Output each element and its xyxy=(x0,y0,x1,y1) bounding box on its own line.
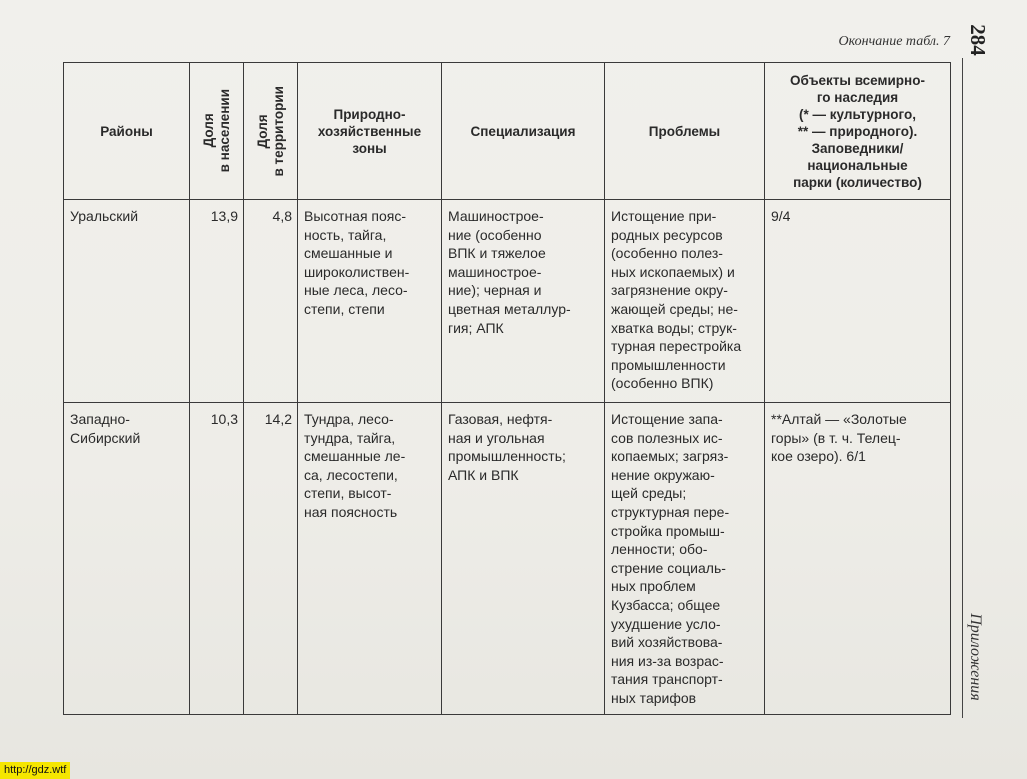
table-row xyxy=(64,403,951,715)
cell-population-share: 13,9 xyxy=(190,200,244,403)
cell-specialization: Газовая, нефтя- ная и угольная промышленность; АПК и ВПК xyxy=(442,403,605,715)
col-header-territory-share: Доля в территории xyxy=(244,63,298,200)
running-head: Приложения xyxy=(967,613,984,701)
watermark-link[interactable]: http://gdz.wtf xyxy=(0,762,70,779)
cell-region: Уральский xyxy=(64,200,190,403)
cell-zones: Высотная пояс- ность, тайга, смешанные и широколиствен- ные леса, лесо- степи, степи xyxy=(298,200,442,403)
cell-zones: Тундра, лесо- тундра, тайга, смешанные ле- са, лесостепи, степи, высот- ная поясность xyxy=(298,403,442,715)
cell-region: Западно- Сибирский xyxy=(64,403,190,715)
cell-problems: Истощение запа- сов полезных ис- копаемых; загряз- нение окружаю- щей среды; структурная пере- стройка промыш- ленности; обо- стрение социаль- ных проблем Кузбасса; общее ухудшение усло- вий хозяйствова- ния из-за возрас- тания транспорт- ных тарифов xyxy=(605,403,765,715)
col-header-zones: Природно- хозяйственные зоны xyxy=(298,63,442,200)
col-header-region: Районы xyxy=(64,63,190,200)
cell-heritage: **Алтай — «Золотые горы» (в т. ч. Телец- кое озеро). 6/1 xyxy=(765,403,951,715)
cell-problems: Истощение при- родных ресурсов (особенно полез- ных ископаемых) и загрязнение окру- жающей среды; не- хватка воды; струк- турная перестройка промышленности (особенно ВПК) xyxy=(605,200,765,403)
cell-territory-share: 4,8 xyxy=(244,200,298,403)
table-row xyxy=(64,200,951,403)
cell-population-share: 10,3 xyxy=(190,403,244,715)
regions-table xyxy=(63,62,951,715)
page-number: 284 xyxy=(966,24,991,56)
col-header-population-share: Доля в населении xyxy=(190,63,244,200)
col-header-problems: Проблемы xyxy=(605,63,765,200)
table-caption: Окончание табл. 7 xyxy=(838,34,950,49)
col-header-specialization: Специализация xyxy=(442,63,605,200)
table-header-row xyxy=(64,63,951,200)
cell-territory-share: 14,2 xyxy=(244,403,298,715)
col-header-heritage: Объекты всемирно- го наследия (* — культурного, ** — природного). Заповедники/ национальные парки (количество) xyxy=(765,63,951,200)
cell-specialization: Машинострое- ние (особенно ВПК и тяжелое машинострое- ние); черная и цветная металлур- гия; АПК xyxy=(442,200,605,403)
cell-heritage: 9/4 xyxy=(765,200,951,403)
